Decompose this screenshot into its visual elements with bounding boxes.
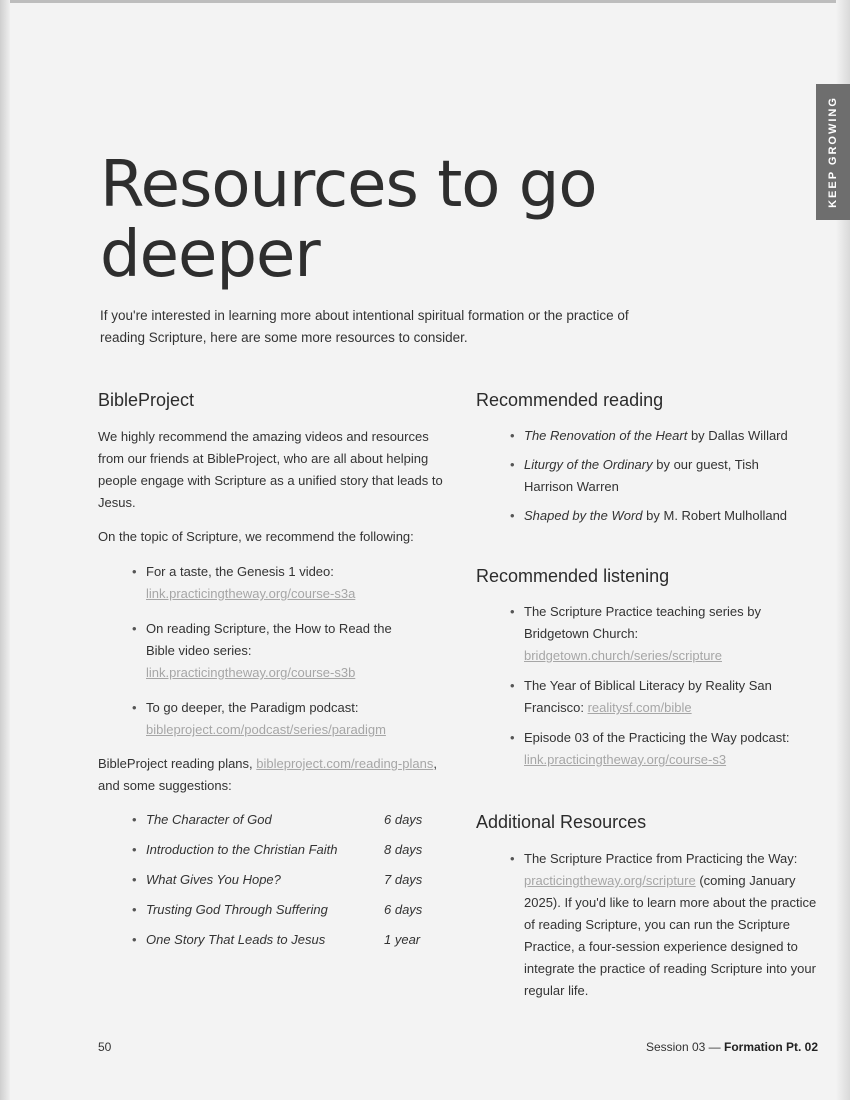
list-item <box>98 561 438 605</box>
recommended-reading-heading: Recommended reading <box>476 390 664 410</box>
list-item-text: For a taste, the Genesis 1 video: <box>146 564 334 579</box>
plan-duration: 7 days <box>384 872 423 887</box>
podcast-episode-link[interactable]: link.practicingtheway.org/course-s3 <box>524 752 727 767</box>
page-title-line2: deeper <box>100 218 320 292</box>
plan-duration: 6 days <box>384 812 423 827</box>
additional-resources-heading: Additional Resources <box>476 812 647 832</box>
plans-intro <box>98 753 443 797</box>
side-tab <box>816 84 850 220</box>
plan-title: • What Gives You Hope? <box>146 872 281 887</box>
list-item <box>476 454 820 498</box>
plan-duration: 1 year <box>384 932 421 947</box>
list-item <box>98 618 438 684</box>
book-author: by Dallas Willard <box>687 428 788 443</box>
list-item <box>476 601 820 667</box>
page-edge-left <box>0 0 10 1100</box>
side-tab-label: KEEP GROWING <box>827 96 839 208</box>
page-edge-top <box>0 0 850 3</box>
bridgetown-link[interactable]: bridgetown.church/series/scripture <box>524 648 722 663</box>
reading-plans-link[interactable]: bibleproject.com/reading-plans <box>256 756 434 771</box>
list-item <box>476 727 820 771</box>
plan-duration: 6 days <box>384 902 423 917</box>
scripture-practice-link[interactable]: practicingtheway.org/scripture <box>524 873 696 888</box>
footer-session <box>646 1040 818 1054</box>
plan-title: • One Story That Leads to Jesus <box>146 932 326 947</box>
book-title: The Renovation of the Heart <box>524 428 688 443</box>
bibleproject-list <box>98 561 438 741</box>
list-item-text: To go deeper, the Paradigm podcast: <box>146 700 359 715</box>
bibleproject-heading: BibleProject <box>98 390 195 410</box>
plan-title: • Trusting God Through Suffering <box>146 902 328 917</box>
bibleproject-section <box>98 388 443 951</box>
page-title <box>100 150 660 290</box>
reading-plans-list <box>98 809 443 951</box>
book-title: Liturgy of the Ordinary <box>524 457 653 472</box>
footer-session-label: Session 03 — <box>645 1040 724 1054</box>
plan-item <box>98 809 443 831</box>
plan-title: • The Character of God <box>146 812 272 827</box>
recommended-listening-heading: Recommended listening <box>476 566 670 586</box>
page-number: 50 <box>98 1040 112 1054</box>
additional-list <box>476 848 820 1002</box>
list-item <box>98 697 438 741</box>
right-column <box>476 388 820 1002</box>
page-title-line1: Resources to go <box>100 148 597 222</box>
intro-paragraph: If you're interested in learning more about intentional spiritual formation or the practice of reading Scripture, here are some more resources to consider. <box>100 308 629 345</box>
plan-duration: 8 days <box>384 842 423 857</box>
list-item-text: On reading Scripture, the How to Read the Bible video series: <box>146 621 392 658</box>
reading-list <box>476 425 820 527</box>
list-item-text: Episode 03 of the Practicing the Way podcast: <box>524 730 790 745</box>
list-item <box>476 425 820 447</box>
list-item-text: The Year of Biblical Literacy by Reality San Francisco: <box>524 678 772 715</box>
plans-intro-pre: BibleProject reading plans, <box>98 756 253 771</box>
footer-session-title: Formation Pt. 02 <box>723 1040 818 1054</box>
bibleproject-para1: We highly recommend the amazing videos and resources from our friends at BibleProject, who are all about helping people engage with Scripture as a unified story that leads to Jesus. <box>98 429 443 510</box>
plan-item <box>98 839 443 861</box>
list-item-text: The Scripture Practice teaching series by Bridgetown Church: <box>524 604 761 641</box>
plan-title: • Introduction to the Christian Faith <box>146 842 338 857</box>
book-author: by our guest, Tish Harrison Warren <box>524 457 759 494</box>
realitysf-link[interactable]: realitysf.com/bible <box>587 700 692 715</box>
plan-item <box>98 869 443 891</box>
genesis-video-link[interactable]: link.practicingtheway.org/course-s3a <box>146 586 356 601</box>
list-item-text: The Scripture Practice from Practicing the Way: <box>524 851 798 866</box>
plans-intro-post: , and some suggestions: <box>98 756 437 793</box>
plan-item <box>98 929 443 951</box>
bibleproject-para2: On the topic of Scripture, we recommend the following: <box>98 529 414 544</box>
book-author: by M. Robert Mulholland <box>642 508 788 523</box>
plan-item <box>98 899 443 921</box>
book-title: Shaped by the Word <box>524 508 643 523</box>
paradigm-podcast-link[interactable]: bibleproject.com/podcast/series/paradigm <box>146 722 386 737</box>
list-item <box>476 848 820 1002</box>
listening-list <box>476 601 820 771</box>
how-to-read-link[interactable]: link.practicingtheway.org/course-s3b <box>146 665 356 680</box>
list-item <box>476 505 820 527</box>
list-item-text-post: (coming January 2025). If you'd like to learn more about the practice of reading Scripture, you can run the Scripture Practice, a four-session experience designed to integrate the practice of reading Scripture into your regular life. <box>524 873 817 998</box>
list-item <box>476 675 820 719</box>
